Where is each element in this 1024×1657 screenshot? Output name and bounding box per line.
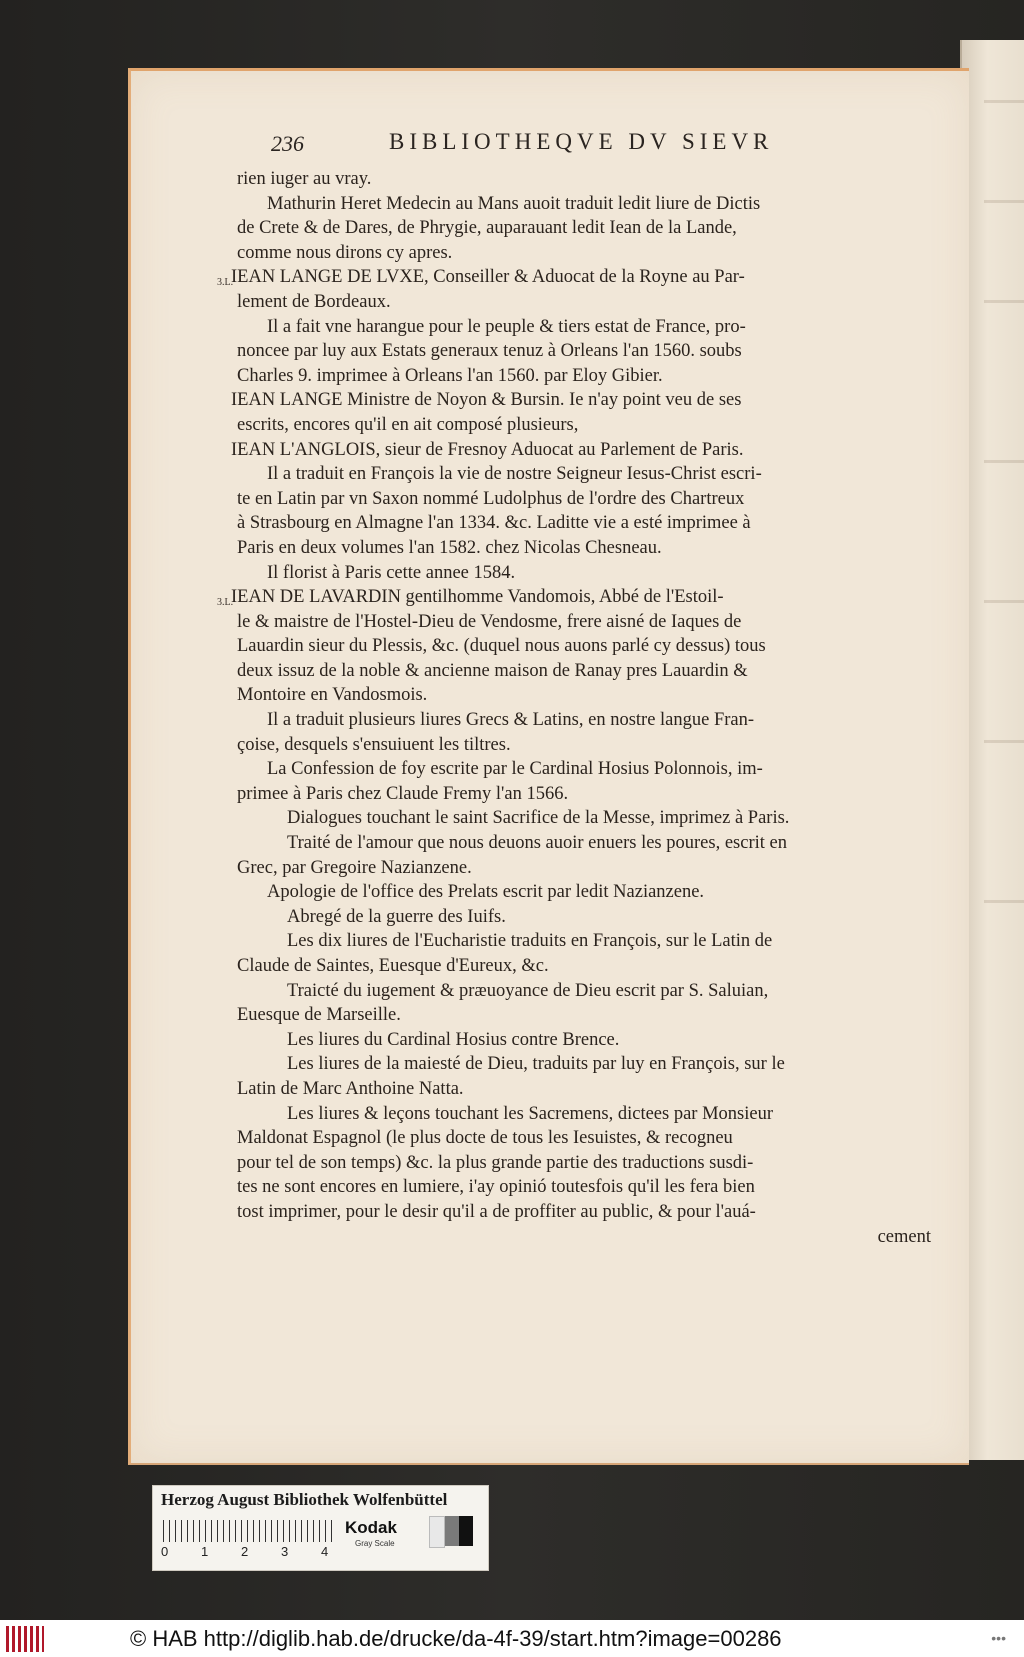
text-line: IEAN L'ANGLOIS, sieur de Fresnoy Aduocat au Parlement de Paris.	[231, 439, 744, 460]
ruler-number: 2	[241, 1544, 249, 1559]
entry-heading-line	[217, 585, 931, 610]
ruler-number: 3	[281, 1544, 289, 1559]
text-line: escrits, encores qu'il en ait composé plusieurs,	[237, 414, 579, 435]
text-line: Grec, par Gregoire Nazianzene.	[237, 857, 472, 878]
text-line: IEAN LANGE Ministre de Noyon & Bursin. Ie n'ay point veu de ses	[231, 390, 742, 411]
more-icon[interactable]: •••	[991, 1630, 1006, 1646]
gray-patch-mid	[445, 1516, 459, 1546]
text-line: Dialogues touchant le saint Sacrifice de la Messe, imprimez à Paris.	[287, 808, 790, 829]
text-line: Montoire en Vandosmois.	[237, 685, 428, 706]
footer-bar	[0, 1620, 1024, 1657]
color-scale-card	[152, 1485, 489, 1571]
text-line: Abregé de la guerre des Iuifs.	[287, 906, 506, 927]
text-line: le & maistre de l'Hostel-Dieu de Vendosme, frere aisné de Iaques de	[237, 611, 742, 632]
text-line: Il a traduit en François la vie de nostre Seigneur Iesus-Christ escri-	[267, 464, 762, 485]
text-line: Les liures du Cardinal Hosius contre Brence.	[287, 1029, 620, 1050]
text-line: IEAN DE LAVARDIN gentilhomme Vandomois, Abbé de l'Estoil-	[231, 587, 724, 608]
margin-mark: 3.L.	[217, 597, 234, 609]
text-line: Il florist à Paris cette annee 1584.	[267, 562, 516, 583]
text-line: Traité de l'amour que nous deuons auoir enuers les poures, escrit en	[287, 833, 787, 854]
text-line: Euesque de Marseille.	[237, 1005, 401, 1026]
text-line: à Strasbourg en Almagne l'an 1334. &c. Laditte vie a esté imprimee à	[237, 513, 751, 534]
text-line: Les liures de la maiesté de Dieu, traduits par luy en François, sur le	[287, 1054, 785, 1075]
book-page	[128, 68, 969, 1465]
gray-patch-light	[429, 1516, 445, 1548]
ruler-number: 0	[161, 1544, 169, 1559]
text-line: noncee par luy aux Estats generaux tenuz à Orleans l'an 1560. soubs	[237, 341, 742, 362]
gray-scale-label: Gray Scale	[355, 1539, 395, 1548]
text-line: lement de Bordeaux.	[237, 291, 391, 312]
text-line: Il a fait vne harangue pour le peuple & tiers estat de France, pro-	[267, 316, 746, 337]
text-line: tes ne sont encores en lumiere, i'ay opinió toutesfois qu'il les fera bien	[237, 1177, 755, 1198]
text-line: Traicté du iugement & præuoyance de Dieu escrit par S. Saluian,	[287, 980, 769, 1001]
page-text	[217, 167, 931, 1249]
kodak-logo: Kodak	[345, 1518, 397, 1537]
footer-url[interactable]: © HAB http://diglib.hab.de/drucke/da-4f-39/start.htm?image=00286	[130, 1626, 782, 1651]
text-line: çoise, desquels s'ensuiuent les tiltres.	[237, 734, 511, 755]
text-line: te en Latin par vn Saxon nommé Ludolphus de l'ordre des Chartreux	[237, 488, 745, 509]
text-line: Maldonat Espagnol (le plus docte de tous les Iesuistes, & recogneu	[237, 1128, 733, 1149]
text-line: Paris en deux volumes l'an 1582. chez Nicolas Chesneau.	[237, 537, 662, 558]
text-line: Mathurin Heret Medecin au Mans auoit traduit ledit liure de Dictis	[267, 193, 761, 214]
text-line: Apologie de l'office des Prelats escrit par ledit Nazianzene.	[267, 882, 705, 903]
entry-heading-line	[217, 265, 931, 290]
text-line: Lauardin sieur du Plessis, &c. (duquel nous auons parlé cy dessus) tous	[237, 636, 766, 657]
text-line: primee à Paris chez Claude Fremy l'an 1566.	[237, 783, 569, 804]
text-line: comme nous dirons cy apres.	[237, 242, 453, 263]
ruler-number: 1	[201, 1544, 209, 1559]
text-line: Charles 9. imprimee à Orleans l'an 1560. par Eloy Gibier.	[237, 365, 663, 386]
text-line: de Crete & de Dares, de Phrygie, auparauant ledit Iean de la Lande,	[237, 218, 737, 239]
page-header	[271, 127, 909, 157]
text-line: Les dix liures de l'Eucharistie traduits en François, sur le Latin de	[287, 931, 773, 952]
catchword: cement	[877, 1226, 931, 1247]
running-title: BIBLIOTHEQVE DV SIEVR	[389, 129, 774, 154]
text-line: Claude de Saintes, Euesque d'Eureux, &c.	[237, 956, 549, 976]
library-name: Herzog August Bibliothek Wolfenbüttel	[161, 1490, 448, 1509]
ruler	[163, 1520, 333, 1542]
gray-patch-dark	[459, 1516, 473, 1546]
text-line: rien iuger au vray.	[237, 169, 372, 189]
page-number: 236	[271, 131, 304, 156]
text-line: pour tel de son temps) &c. la plus grande partie des traductions susdi-	[237, 1152, 754, 1173]
text-line: Latin de Marc Anthoine Natta.	[237, 1078, 464, 1099]
facing-page-edge	[960, 40, 1024, 1460]
text-line: Les liures & leçons touchant les Sacremens, dictees par Monsieur	[287, 1103, 773, 1124]
text-line: tost imprimer, pour le desir qu'il a de proffiter au public, & pour l'auá-	[237, 1201, 756, 1222]
text-line: La Confession de foy escrite par le Cardinal Hosius Polonnois, im-	[267, 759, 763, 780]
ruler-number: 4	[321, 1544, 329, 1559]
text-line: deux issuz de la noble & ancienne maison de Ranay pres Lauardin &	[237, 660, 748, 681]
text-line: IEAN LANGE DE LVXE, Conseiller & Aduocat de la Royne au Par-	[231, 267, 745, 288]
hab-logo-icon	[6, 1626, 44, 1652]
margin-mark: 3.L.	[217, 277, 234, 289]
text-line: Il a traduit plusieurs liures Grecs & Latins, en nostre langue Fran-	[267, 710, 755, 731]
